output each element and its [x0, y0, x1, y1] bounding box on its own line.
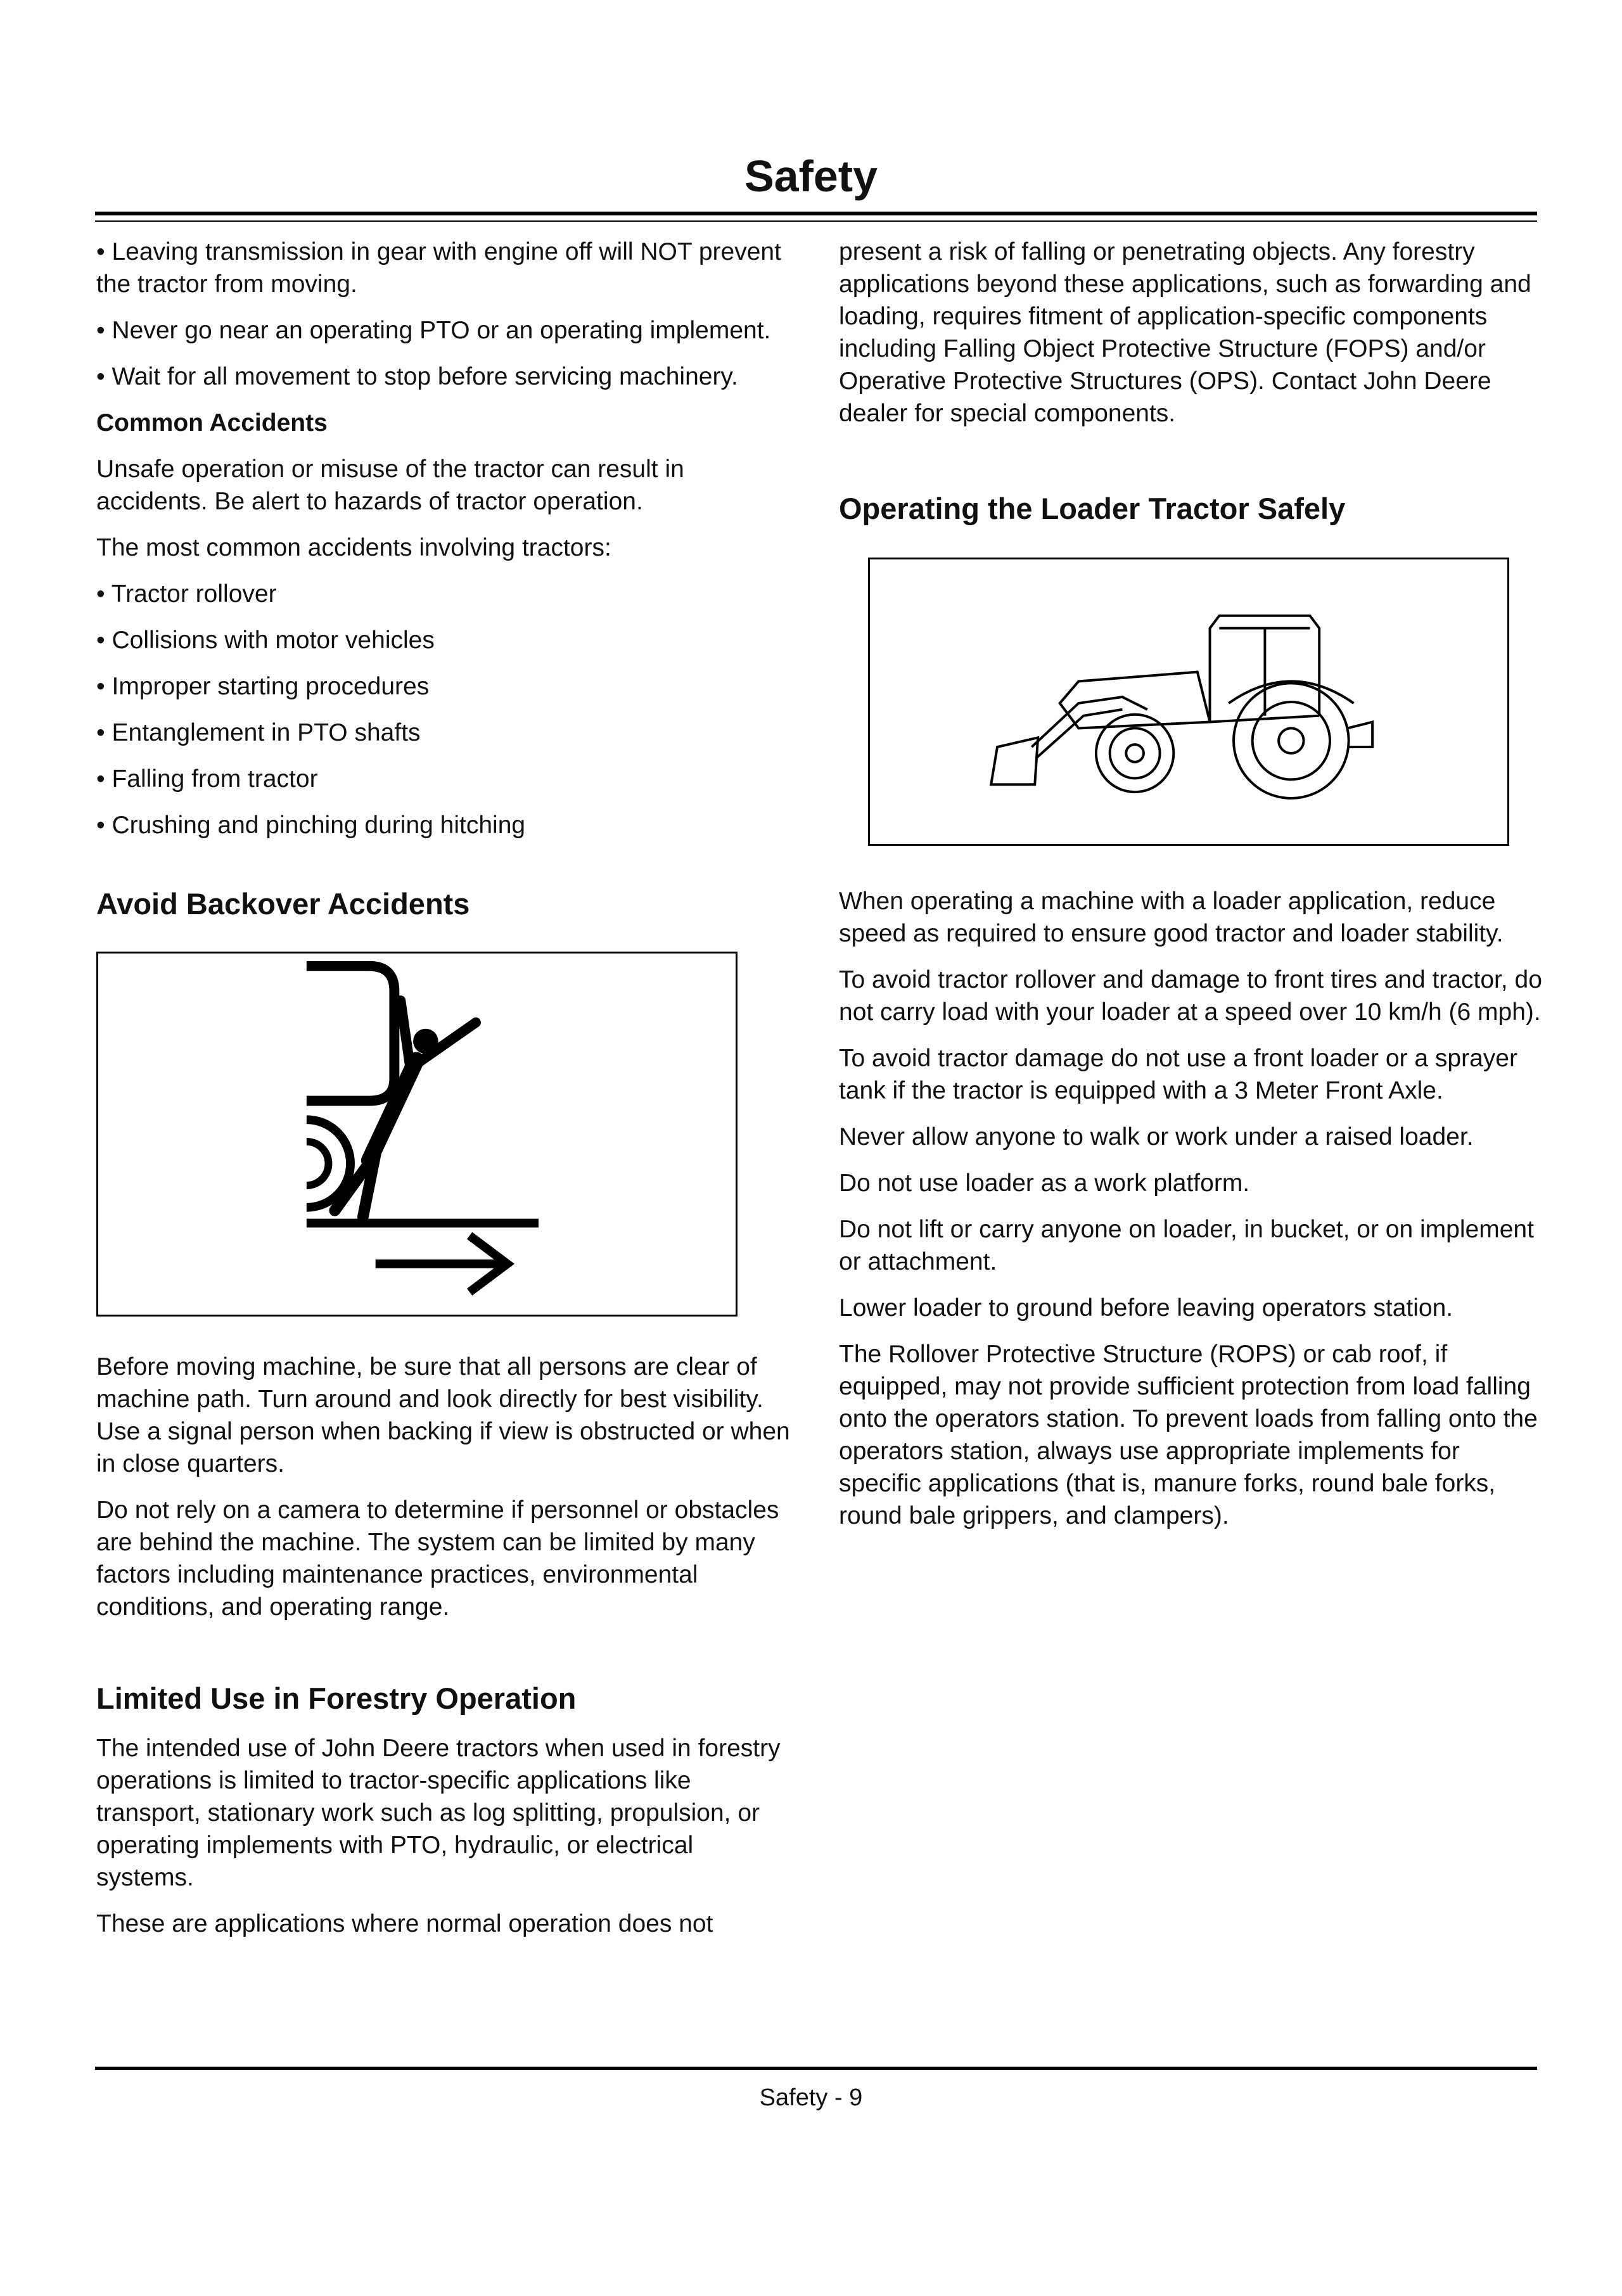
- loader-paragraph: To avoid tractor damage do not use a front loader or a sprayer tank if the tractor is equipped with a 3 Meter Front Axle.: [839, 1045, 1517, 1104]
- loader-heading: Operating the Loader Tractor Safely: [839, 492, 1346, 525]
- common-accidents-heading: Common Accidents: [96, 409, 328, 437]
- accident-item: • Collisions with motor vehicles: [96, 627, 435, 654]
- footer-rule: [95, 2067, 1537, 2070]
- accident-item: • Falling from tractor: [96, 765, 318, 793]
- backover-paragraph: Do not rely on a camera to determine if personnel or obstacles are behind the machine. The system can be limited by many factors including maintenance practices, environmental conditions, and operating range.: [96, 1496, 779, 1621]
- header-rule-thick: [95, 212, 1537, 215]
- right-column: [839, 236, 1542, 1546]
- accident-item: • Crushing and pinching during hitching: [96, 812, 526, 839]
- loader-paragraph: To avoid tractor rollover and damage to front tires and tractor, do not carry load with your loader at a speed over 10 km/h (6 mph).: [839, 966, 1542, 1026]
- loader-paragraph: Do not use loader as a work platform.: [839, 1170, 1250, 1197]
- bullet-wait-movement: • Wait for all movement to stop before servicing machinery.: [96, 363, 738, 390]
- page-title: Safety: [744, 151, 878, 201]
- bullet-transmission: • Leaving transmission in gear with engine off will NOT prevent the tractor from moving.: [96, 238, 781, 298]
- forestry-paragraph: These are applications where normal operation does not: [96, 1910, 713, 1937]
- forestry-paragraph: The intended use of John Deere tractors when used in forestry operations is limited to tractor-specific applications like transport, stationary work such as log splitting, propulsion, or operating implements with PTO, hydraulic, or electrical systems.: [96, 1735, 781, 1891]
- loader-paragraph: The Rollover Protective Structure (ROPS) or cab roof, if equipped, may not provide sufficient protection from load falling onto the operators station. To prevent loads from falling onto the operators station, always use appropriate implements for specific applications (that is, manure forks, round bale forks, round bale grippers, and clampers).: [839, 1341, 1538, 1529]
- accident-item: • Tractor rollover: [96, 580, 277, 608]
- forestry-continued-paragraph: present a risk of falling or penetrating objects. Any forestry applications beyond these applications, such as forwarding and loading, requires fitment of application-specific components including Falling Object Protective Structure (FOPS) and/or Operative Protective Structures (OPS). Contact John Deere dealer for special components.: [839, 238, 1531, 427]
- backover-paragraph: Before moving machine, be sure that all persons are clear of machine path. Turn around and look directly for best visibility. Use a signal person when backing if view is obstructed or when in close quarters.: [96, 1353, 790, 1477]
- loader-tractor-illustration: [868, 558, 1509, 846]
- page-number: Safety - 9: [759, 2084, 863, 2111]
- accident-item: • Entanglement in PTO shafts: [96, 719, 421, 746]
- backover-pictogram: [98, 953, 736, 1315]
- header-rule-thin: [95, 220, 1537, 222]
- loader-paragraph: Never allow anyone to walk or work under a raised loader.: [839, 1123, 1474, 1151]
- loader-paragraph: Lower loader to ground before leaving operators station.: [839, 1294, 1453, 1322]
- left-column: [96, 236, 793, 1954]
- accident-item: • Improper starting procedures: [96, 673, 430, 700]
- common-accidents-intro: Unsafe operation or misuse of the tractor can result in accidents. Be alert to hazards of tractor operation.: [96, 456, 684, 515]
- forestry-heading: Limited Use in Forestry Operation: [96, 1681, 577, 1715]
- loader-paragraph: Do not lift or carry anyone on loader, in bucket, or on implement or attachment.: [839, 1216, 1534, 1275]
- loader-tractor-drawing: [870, 559, 1507, 844]
- common-accidents-list-intro: The most common accidents involving tractors:: [96, 534, 611, 561]
- loader-paragraph: When operating a machine with a loader application, reduce speed as required to ensure good tractor and loader stability.: [839, 888, 1504, 947]
- bullet-pto: • Never go near an operating PTO or an operating implement.: [96, 317, 771, 344]
- backover-heading: Avoid Backover Accidents: [96, 887, 470, 921]
- backover-illustration: [96, 952, 738, 1317]
